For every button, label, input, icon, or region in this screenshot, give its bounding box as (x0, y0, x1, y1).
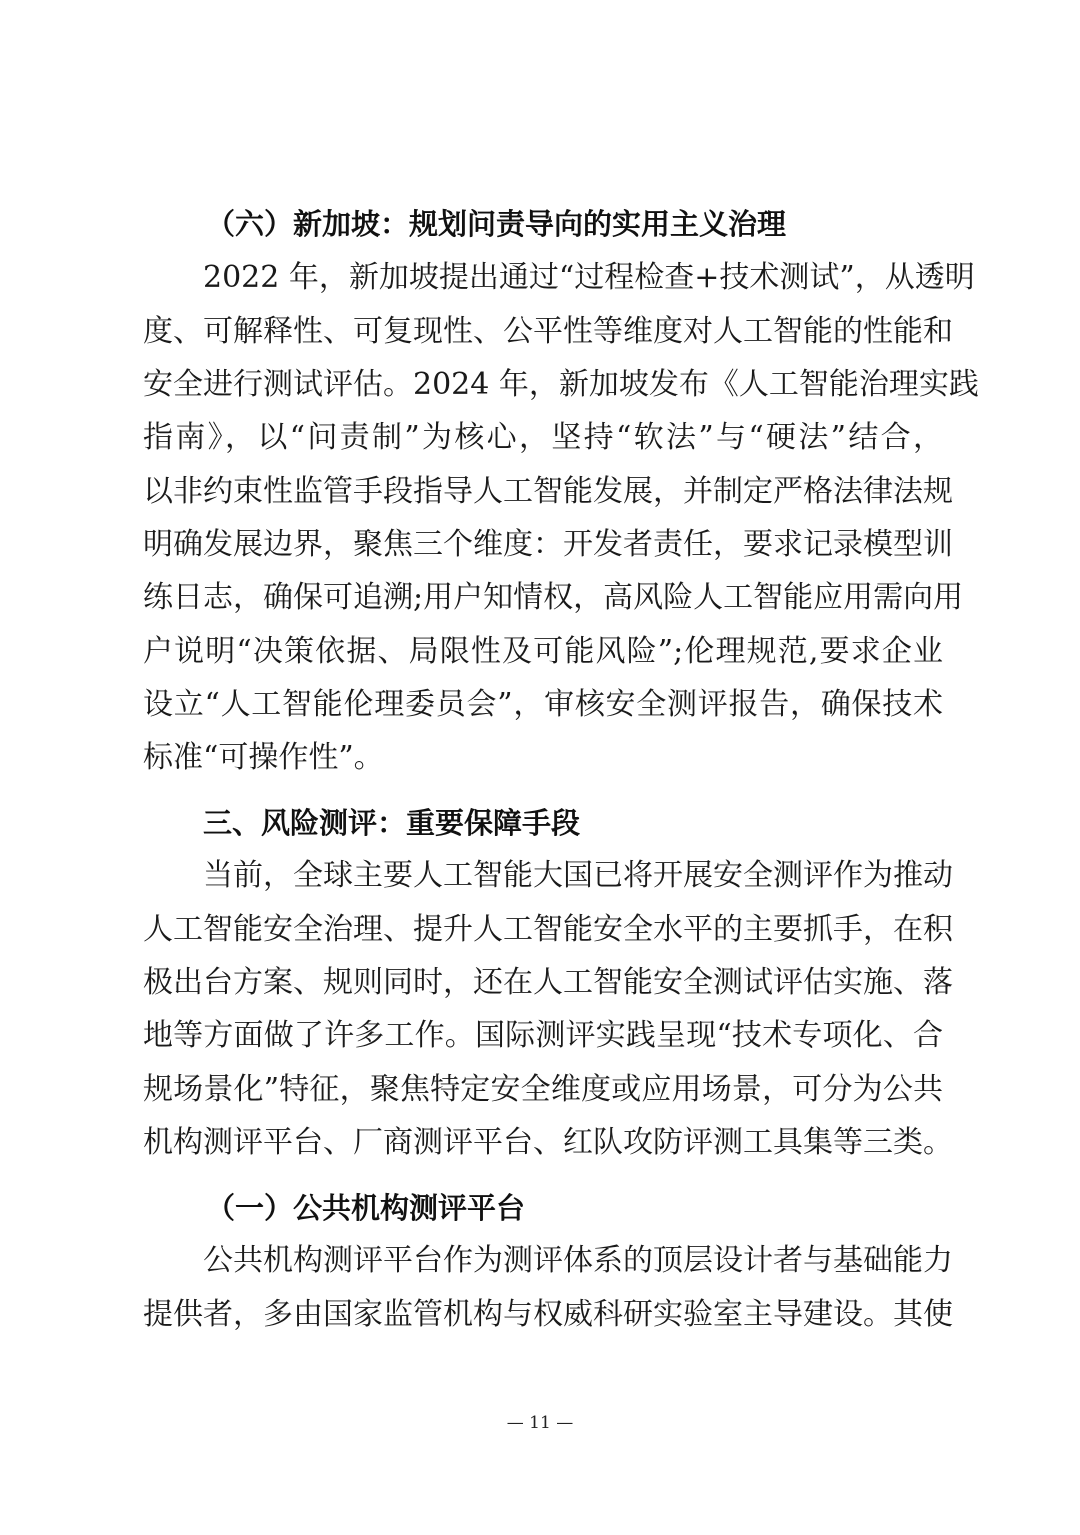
section-six-line-9: 设立“人工智能伦理委员会”，审核安全测评报告，确保技术 (143, 687, 943, 722)
section-six-line-7: 练日志，确保可追溯;用户知情权，高风险人工智能应用需向用 (143, 580, 964, 615)
section-six-line-10: 标准“可操作性”。 (143, 740, 384, 775)
section-three-line-3: 极出台方案、规则同时，还在人工智能安全测试评估实施、落 (143, 965, 953, 1000)
subsection-one-heading: （一）公共机构测评平台 (206, 1191, 526, 1225)
section-six-line-8: 户说明“决策依据、局限性及可能风险”;伦理规范,要求企业 (143, 634, 943, 669)
section-six-line-1: 2022 年，新加坡提出通过“过程检查+技术测试”，从透明 (203, 260, 975, 295)
page-number: — 11 — (506, 1413, 574, 1433)
subsection-one-line-1: 公共机构测评平台作为测评体系的顶层设计者与基础能力 (203, 1243, 953, 1278)
section-three-heading: 三、风险测评：重要保障手段 (203, 806, 581, 840)
section-three-line-5: 规场景化”特征，聚焦特定安全维度或应用场景，可分为公共 (143, 1072, 943, 1107)
section-six-line-5: 以非约束性监管手段指导人工智能发展，并制定严格法律法规 (143, 474, 953, 509)
section-six-heading: （六）新加坡：规划问责导向的实用主义治理 (206, 207, 787, 241)
section-three-line-4: 地等方面做了许多工作。国际测评实践呈现“技术专项化、合 (143, 1018, 943, 1053)
section-three-line-2: 人工智能安全治理、提升人工智能安全水平的主要抓手，在积 (143, 912, 953, 947)
section-three-line-6: 机构测评平台、厂商测评平台、红队攻防评测工具集等三类。 (143, 1125, 953, 1160)
subsection-one-line-2: 提供者，多由国家监管机构与权威科研实验室主导建设。其使 (143, 1297, 953, 1332)
section-six-line-3: 安全进行测试评估。2024 年，新加坡发布《人工智能治理实践 (143, 367, 979, 402)
section-three-line-1: 当前，全球主要人工智能大国已将开展安全测评作为推动 (203, 858, 953, 893)
section-six-line-2: 度、可解释性、可复现性、公平性等维度对人工智能的性能和 (143, 314, 953, 349)
section-six-line-4: 指南》，以“问责制”为核心，坚持“软法”与“硬法”结合， (143, 420, 943, 455)
section-six-line-6: 明确发展边界，聚焦三个维度：开发者责任，要求记录模型训 (143, 527, 953, 562)
